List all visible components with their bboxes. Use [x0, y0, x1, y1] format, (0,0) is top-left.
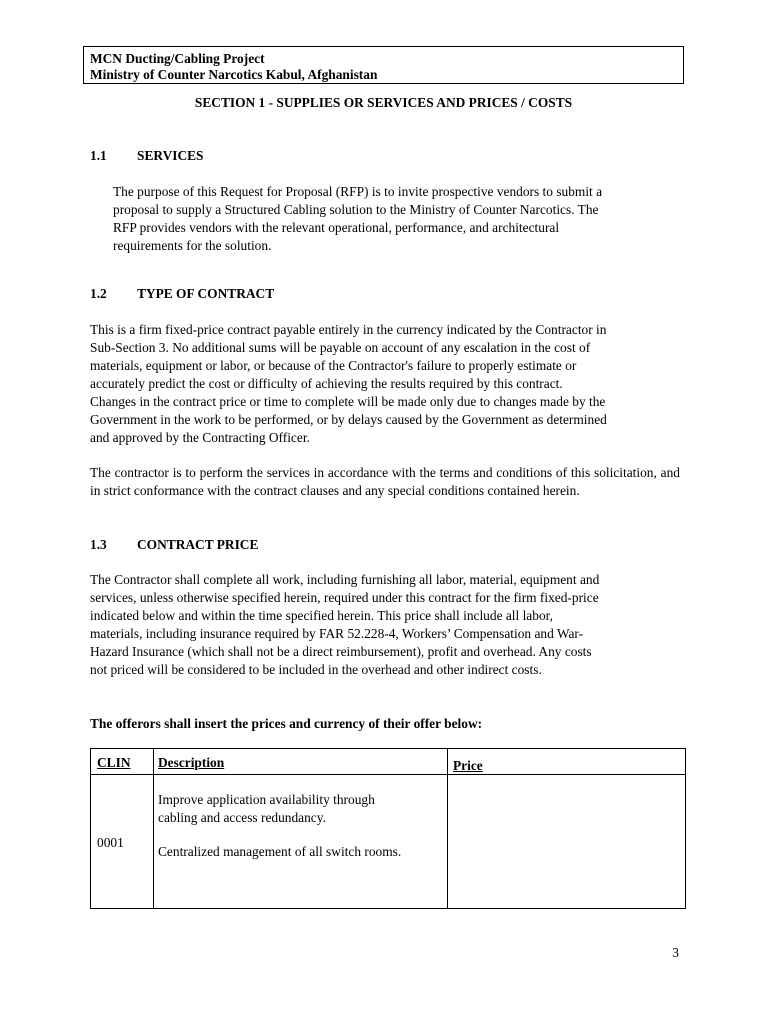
section-title: SECTION 1 - SUPPLIES OR SERVICES AND PRICES / COSTS [194, 95, 573, 110]
description-line: cabling and access redundancy. [158, 810, 326, 825]
offer-instruction: The offerors shall insert the prices and currency of their offer below: [90, 716, 483, 731]
price-cell[interactable] [453, 791, 678, 901]
text-line: Government in the work to be performed, or by delays caused by the Government as determined [90, 412, 607, 427]
text-line: The purpose of this Request for Proposal (RFP) is to invite prospective vendors to submit a [113, 184, 603, 199]
clin-header: CLIN [97, 755, 131, 770]
text-line: Hazard Insurance (which shall not be a direct reimbursement), profit and overhead. Any costs [90, 644, 592, 659]
description-line: Centralized management of all switch rooms. [158, 844, 402, 859]
description-line: Improve application availability through [158, 792, 375, 807]
section-heading-text: CONTRACT PRICE [137, 537, 259, 552]
text-line: The Contractor shall complete all work, including furnishing all labor, material, equipment and [90, 572, 600, 587]
text-line: proposal to supply a Structured Cabling solution to the Ministry of Counter Narcotics. The [113, 202, 599, 217]
text-line: materials, including insurance required by FAR 52.228-4, Workers’ Compensation and War- [90, 626, 584, 641]
header-ministry: Ministry of Counter Narcotics Kabul, Afghanistan [90, 67, 378, 82]
text-line: Sub-Section 3. No additional sums will be payable on account of any escalation in the cost of [90, 340, 591, 355]
text-line: RFP provides vendors with the relevant operational, performance, and architectural [113, 220, 560, 235]
text-line: and approved by the Contracting Officer. [90, 430, 310, 445]
text-line: indicated below and within the time specified herein. This price shall include all labor, [90, 608, 553, 623]
text-line: Changes in the contract price or time to complete will be made only due to changes made by the [90, 394, 606, 409]
text-line: services, unless otherwise specified herein, required under this contract for the firm fixed-price [90, 590, 599, 605]
section-number: 1.3 [90, 537, 107, 552]
document-header [83, 46, 684, 84]
column-divider [447, 749, 448, 908]
clin-value: 0001 [97, 835, 124, 850]
services-paragraph [113, 183, 602, 255]
text-line: This is a firm fixed-price contract payable entirely in the currency indicated by the Contractor in [90, 322, 607, 337]
section-number: 1.1 [90, 148, 107, 163]
column-divider [153, 749, 154, 908]
contractor-conformance-paragraph: The contractor is to perform the services in accordance with the terms and conditions of this solicitation, and in strict conformance with the contract clauses and any special conditions contained herein. [90, 465, 680, 498]
description-header: Description [158, 755, 225, 770]
section-heading-text: SERVICES [137, 148, 204, 163]
text-line: accurately predict the cost or difficulty of achieving the results required by this contract. [90, 376, 563, 391]
section-number: 1.2 [90, 286, 107, 301]
header-row-divider [91, 774, 685, 775]
price-header: Price [453, 758, 483, 773]
section-heading-text: TYPE OF CONTRACT [137, 286, 275, 301]
text-line: materials, equipment or labor, or because of the Contractor's failure to properly estimate or [90, 358, 577, 373]
header-project-name: MCN Ducting/Cabling Project [90, 51, 265, 66]
text-line: requirements for the solution. [113, 238, 272, 253]
contract-price-paragraph [90, 571, 599, 679]
contract-type-paragraph [90, 321, 607, 447]
page-number: 3 [672, 945, 679, 960]
text-line: not priced will be considered to be included in the overhead and other indirect costs. [90, 662, 542, 677]
price-table [90, 748, 686, 909]
